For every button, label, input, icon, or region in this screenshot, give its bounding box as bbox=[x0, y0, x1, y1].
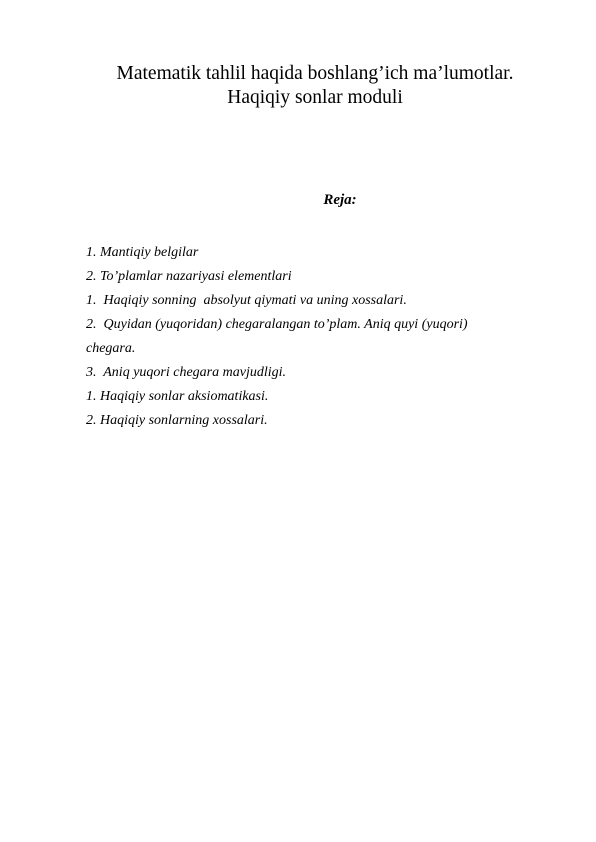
plan-item: 2. Haqiqiy sonlarning xossalari. bbox=[86, 413, 268, 428]
plan-item: 2. To’plamlar nazariyasi elementlari bbox=[86, 269, 292, 284]
plan-item: 1. Mantiqiy belgilar bbox=[86, 245, 199, 260]
plan-item: 3. Aniq yuqori chegara mavjudligi. bbox=[86, 365, 286, 380]
plan-list bbox=[86, 243, 556, 435]
plan-item: chegara. bbox=[86, 341, 136, 356]
plan-item: 2. Quyidan (yuqoridan) chegaralangan to’plam. Aniq quyi (yuqori) bbox=[86, 317, 468, 332]
plan-heading: Reja: bbox=[323, 192, 357, 208]
plan-item: 1. Haqiqiy sonlar aksiomatikasi. bbox=[86, 389, 269, 404]
plan-item: 1. Haqiqiy sonning absolyut qiymati va uning xossalari. bbox=[86, 293, 407, 308]
document-title-line2: Haqiqiy sonlar moduli bbox=[227, 87, 403, 108]
document-title-line1: Matematik tahlil haqida boshlang’ich ma’lumotlar. bbox=[116, 63, 514, 84]
